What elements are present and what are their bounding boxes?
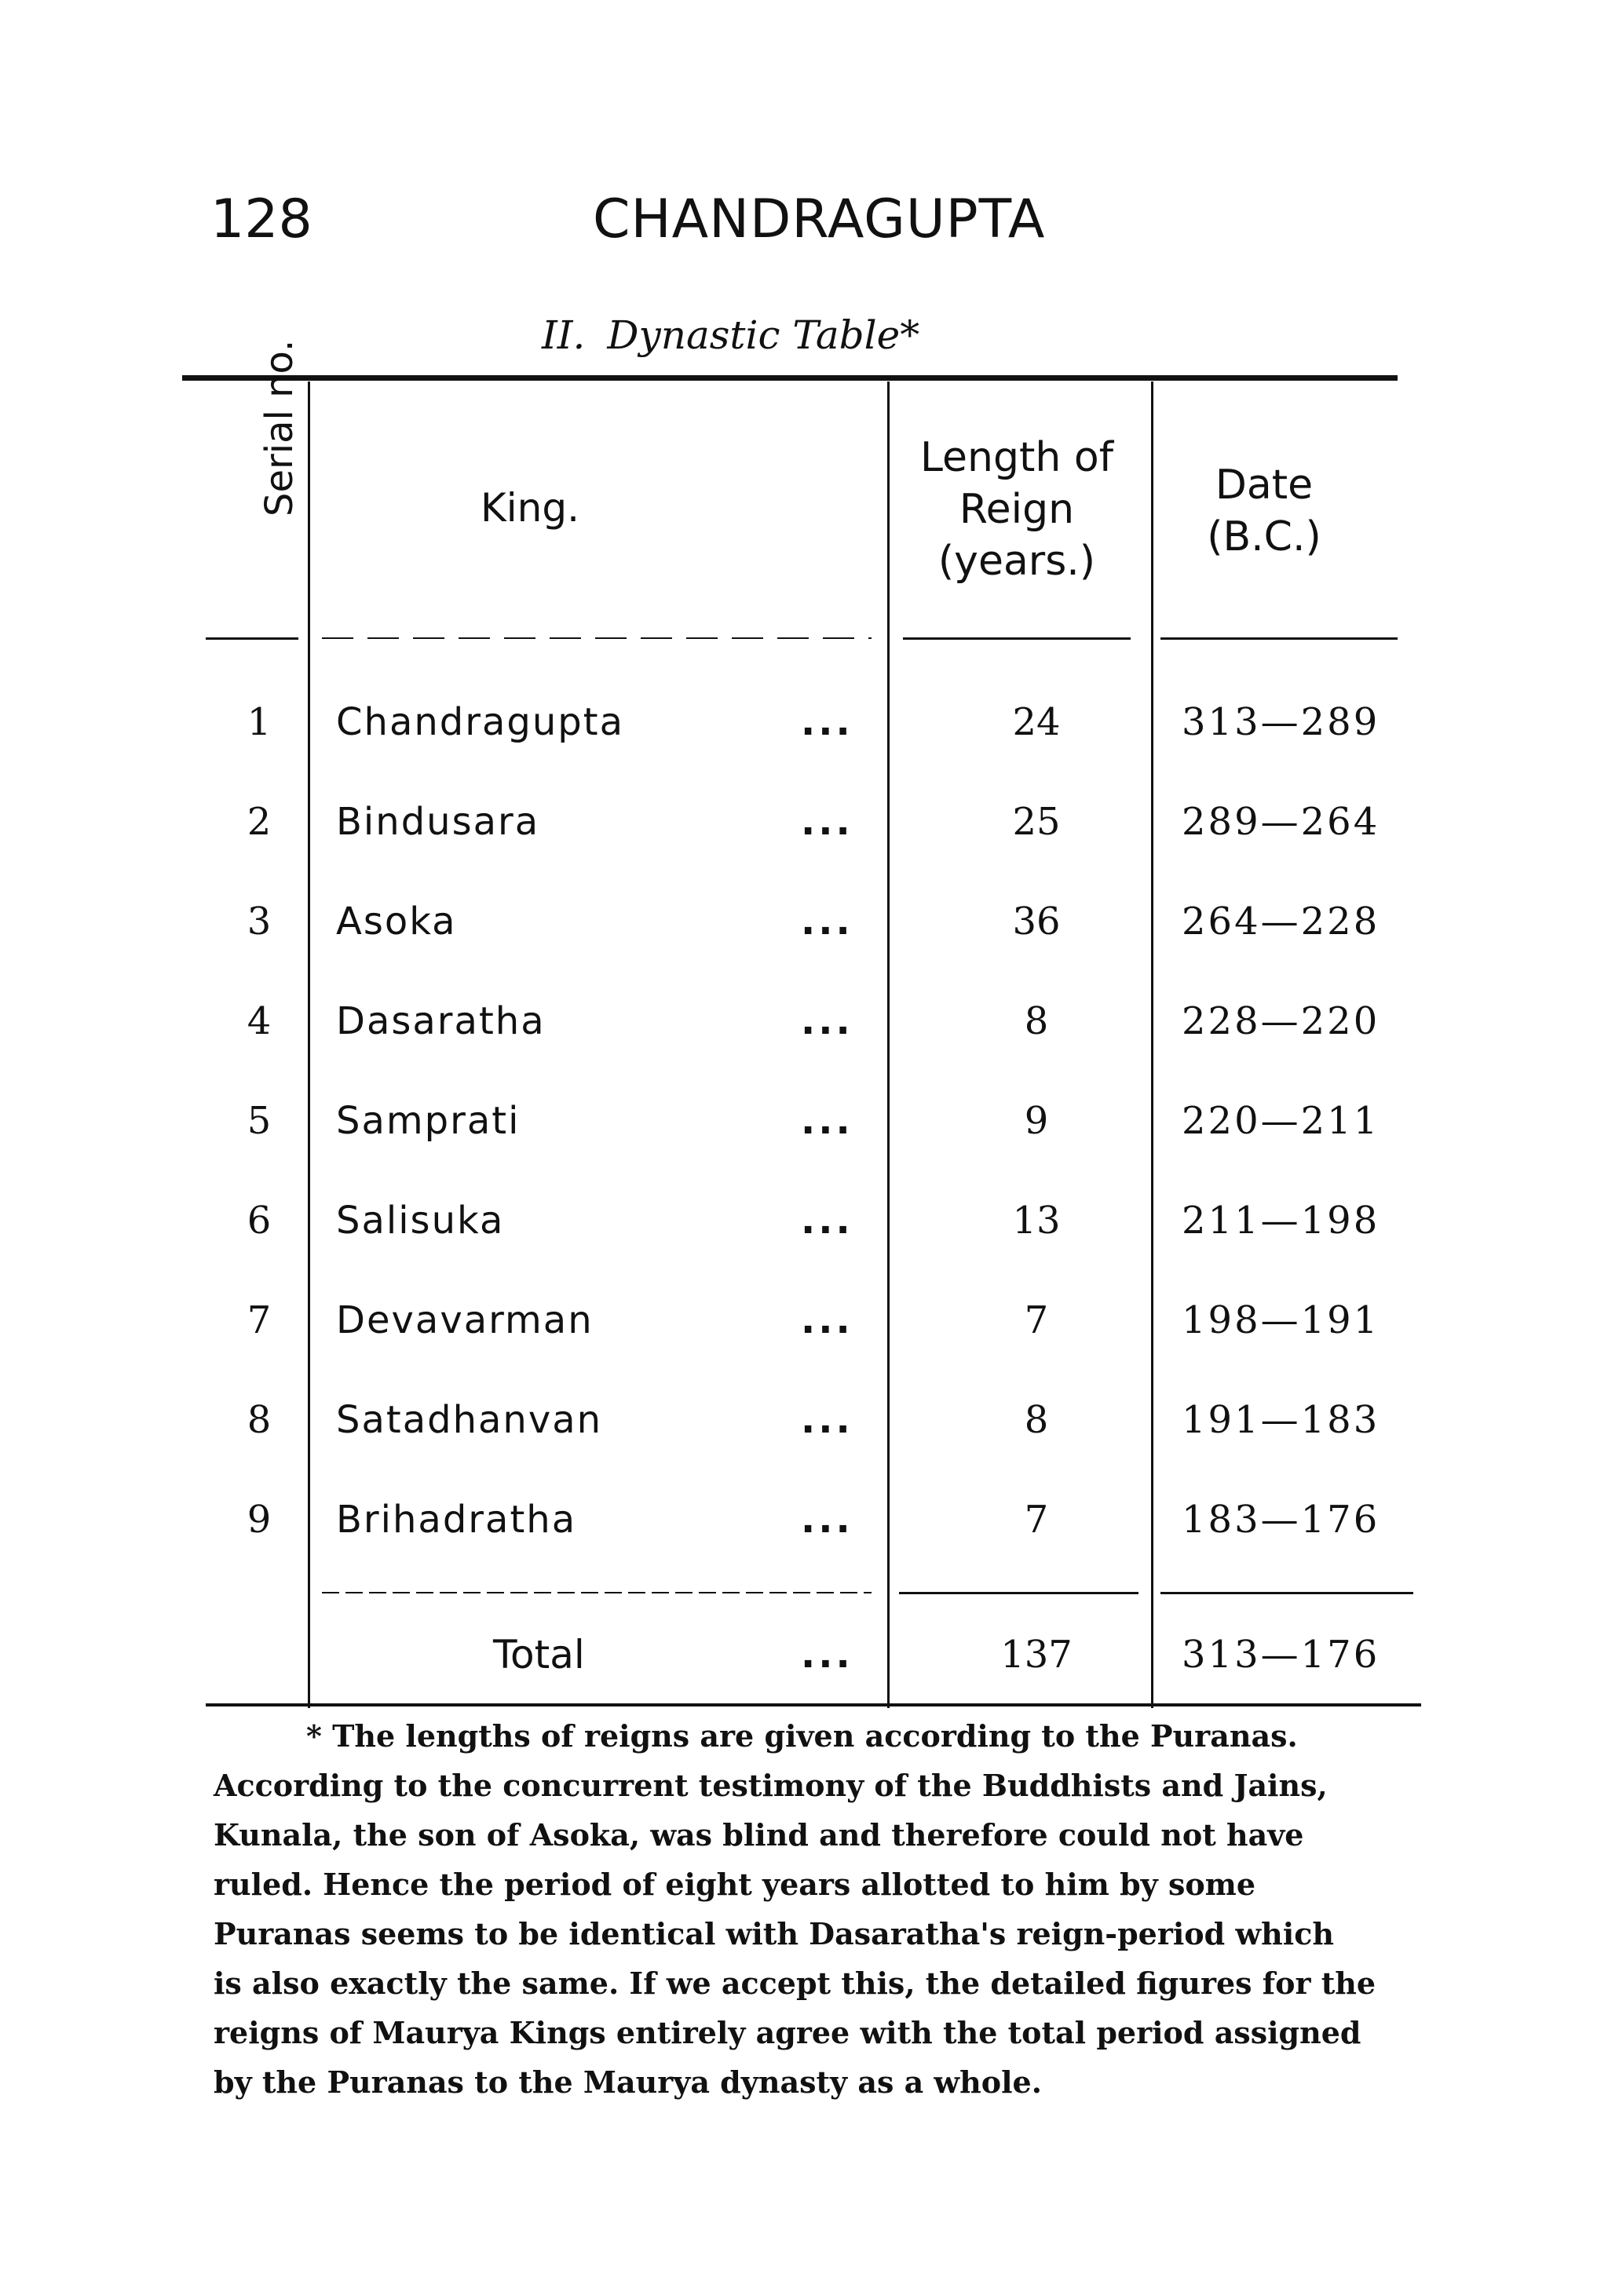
king-cell: Brihadratha — [336, 1498, 577, 1542]
king-cell: Satadhanvan — [336, 1398, 603, 1442]
table-row — [0, 1488, 1608, 1551]
date-cell: 228—220 — [1182, 999, 1380, 1043]
footnote-line: According to the concurrent testimony of the Buddhists and Jains, — [214, 1768, 1328, 1803]
column-header-length-line: (years.) — [937, 538, 1096, 585]
header-underline-serial — [206, 637, 298, 640]
length-cell: 8 — [1024, 1398, 1049, 1442]
length-cell: 36 — [1012, 900, 1061, 944]
king-cell: Bindusara — [336, 800, 540, 844]
date-cell: 220—211 — [1182, 1099, 1380, 1143]
footnote-line: Kunala, the son of Asoka, was blind and therefore could not have — [214, 1817, 1304, 1852]
length-cell: 7 — [1024, 1298, 1049, 1342]
table-row — [0, 990, 1608, 1053]
leader-dots: ... — [801, 1099, 853, 1143]
king-cell: Devavarman — [336, 1298, 594, 1342]
column-header-date-line: Date — [1215, 462, 1314, 509]
date-cell: 211—198 — [1182, 1199, 1380, 1243]
table-row — [0, 1090, 1608, 1152]
column-header-length — [887, 432, 1146, 587]
serial-cell: 4 — [247, 999, 272, 1043]
king-cell: Salisuka — [336, 1199, 505, 1243]
total-rule-length — [899, 1592, 1138, 1594]
leader-dots: ... — [801, 999, 853, 1043]
date-cell: 191—183 — [1182, 1398, 1380, 1442]
column-header-serial: Serial no. — [258, 339, 302, 517]
caption-title: Dynastic Table* — [607, 312, 920, 358]
footnote-line: is also exactly the same. If we accept this, the detailed figures for the — [214, 1966, 1376, 2001]
date-cell: 313—289 — [1182, 700, 1380, 744]
table-caption — [542, 312, 941, 358]
total-rule-date — [1160, 1592, 1413, 1594]
column-header-length-line: Length of — [919, 434, 1113, 481]
column-header-date — [1154, 459, 1374, 563]
serial-cell: 6 — [247, 1199, 272, 1243]
serial-cell: 1 — [247, 700, 272, 744]
running-head: CHANDRAGUPTA — [593, 188, 1046, 250]
footnote-line: * The lengths of reigns are given according to the Puranas. — [306, 1718, 1298, 1754]
total-date: 313—176 — [1182, 1633, 1380, 1677]
leader-dots: ... — [801, 1633, 853, 1677]
table-bottom-rule — [206, 1703, 1421, 1706]
table-row — [0, 1189, 1608, 1252]
date-cell: 289—264 — [1182, 800, 1380, 844]
king-cell: Dasaratha — [336, 999, 546, 1043]
length-cell: 24 — [1012, 700, 1061, 744]
leader-dots: ... — [801, 1398, 853, 1442]
length-cell: 25 — [1012, 800, 1061, 844]
leader-dots: ... — [801, 1298, 853, 1342]
total-label: Total — [493, 1632, 585, 1677]
king-cell: Samprati — [336, 1099, 521, 1143]
header-underline-date — [1160, 637, 1398, 640]
serial-cell: 5 — [247, 1099, 272, 1143]
date-cell: 198—191 — [1182, 1298, 1380, 1342]
serial-cell: 8 — [247, 1398, 272, 1442]
serial-cell: 3 — [247, 900, 272, 944]
table-row — [0, 1289, 1608, 1352]
serial-cell: 9 — [247, 1498, 272, 1542]
table-row — [0, 790, 1608, 853]
length-cell: 7 — [1024, 1498, 1049, 1542]
table-row — [0, 1389, 1608, 1451]
date-cell: 264—228 — [1182, 900, 1380, 944]
footnote — [214, 1711, 1423, 2107]
footnote-line: reigns of Maurya Kings entirely agree with the total period assigned — [214, 2015, 1361, 2050]
leader-dots: ... — [801, 900, 853, 944]
serial-cell: 2 — [247, 800, 272, 844]
length-cell: 9 — [1024, 1099, 1049, 1143]
footnote-line: Puranas seems to be identical with Dasaratha's reign-period which — [214, 1916, 1334, 1951]
total-length: 137 — [1000, 1633, 1073, 1677]
serial-cell: 7 — [247, 1298, 272, 1342]
total-rule-king — [322, 1592, 872, 1593]
column-header-date-line: (B.C.) — [1207, 513, 1321, 560]
king-cell: Chandragupta — [336, 700, 624, 744]
header-underline-length — [903, 637, 1131, 640]
length-cell: 8 — [1024, 999, 1049, 1043]
footnote-line: ruled. Hence the period of eight years allotted to him by some — [214, 1867, 1256, 1902]
header-underline-king — [322, 637, 872, 639]
page-number: 128 — [210, 188, 312, 250]
column-header-length-line: Reign — [959, 486, 1075, 533]
table-row — [0, 890, 1608, 953]
leader-dots: ... — [801, 1199, 853, 1243]
date-cell: 183—176 — [1182, 1498, 1380, 1542]
length-cell: 13 — [1012, 1199, 1061, 1243]
table-row — [0, 691, 1608, 754]
table-top-rule — [182, 375, 1398, 381]
leader-dots: ... — [801, 700, 853, 744]
column-header-king: King. — [481, 485, 580, 531]
caption-number: II. — [542, 312, 586, 358]
leader-dots: ... — [801, 1498, 853, 1542]
footnote-line: by the Puranas to the Maurya dynasty as a whole. — [214, 2064, 1042, 2100]
king-cell: Asoka — [336, 900, 457, 944]
leader-dots: ... — [801, 800, 853, 844]
